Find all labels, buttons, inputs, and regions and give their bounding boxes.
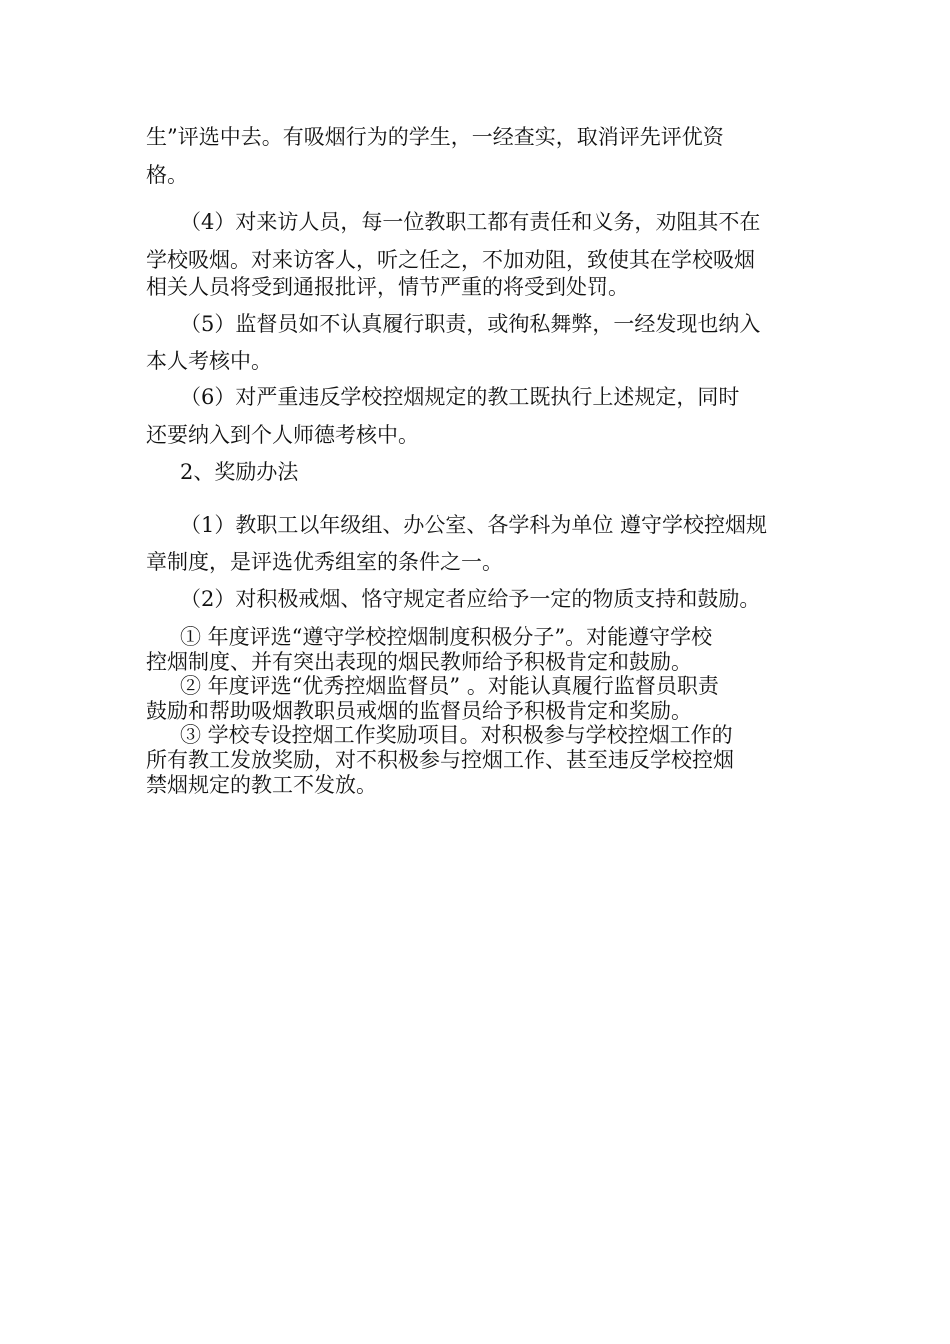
text-line: （6）对严重违反学校控烟规定的教工既执行上述规定，同时 <box>180 385 740 409</box>
section-heading: 2、奖励办法 <box>180 460 299 484</box>
text-line: （1）教职工以年级组、办公室、各学科为单位 遵守学校控烟规 <box>180 513 768 537</box>
text-line: （5）监督员如不认真履行职责，或徇私舞弊，一经发现也纳入 <box>180 312 761 336</box>
text-line: ① 年度评选“遵守学校控烟制度积极分子”。对能遵守学校 <box>180 625 713 649</box>
text-line: 学校吸烟。对来访客人，听之任之，不加劝阻，致使其在学校吸烟 <box>146 248 755 272</box>
text-line: 格。 <box>146 163 188 187</box>
text-line: 控烟制度、并有突出表现的烟民教师给予积极肯定和鼓励。 <box>146 650 692 674</box>
text-line: 相关人员将受到通报批评，情节严重的将受到处罚。 <box>146 275 629 299</box>
text-line: （2）对积极戒烟、恪守规定者应给予一定的物质支持和鼓励。 <box>180 587 761 611</box>
text-line: ② 年度评选“优秀控烟监督员” 。对能认真履行监督员职责 <box>180 674 719 698</box>
text-line: 生”评选中去。有吸烟行为的学生，一经查实，取消评先评优资 <box>146 125 724 149</box>
text-line: 鼓励和帮助吸烟教职员戒烟的监督员给予积极肯定和奖励。 <box>146 699 692 723</box>
text-line: （4）对来访人员，每一位教职工都有责任和义务，劝阻其不在 <box>180 210 761 234</box>
text-line: ③ 学校专设控烟工作奖励项目。对积极参与学校控烟工作的 <box>180 723 733 747</box>
text-line: 章制度，是评选优秀组室的条件之一。 <box>146 550 503 574</box>
text-line: 还要纳入到个人师德考核中。 <box>146 423 419 447</box>
text-line: 所有教工发放奖励，对不积极参与控烟工作、甚至违反学校控烟 <box>146 748 734 772</box>
text-line: 本人考核中。 <box>146 349 272 373</box>
text-line: 禁烟规定的教工不发放。 <box>146 773 377 797</box>
